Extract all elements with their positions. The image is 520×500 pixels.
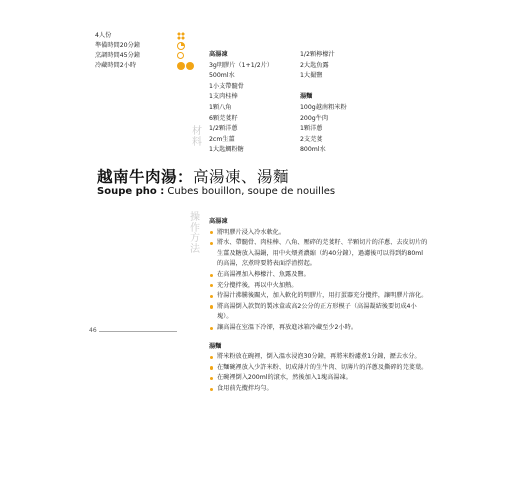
ingredient-item: 500ml水 xyxy=(209,72,235,80)
ingredient-item: 2大匙魚露 xyxy=(300,61,329,69)
meta-icons xyxy=(177,31,201,71)
ingredient-item: 2支芫荽 xyxy=(300,135,323,143)
step-item: 待湯汁沸騰後關火，加入軟化的明膠片，用打蛋器充分攪拌，讓明膠片溶化。 xyxy=(209,291,429,302)
title-cn-bold: 越南牛肉湯： xyxy=(97,168,194,186)
ingredient-item: 1小支帶髓骨 xyxy=(209,82,244,90)
ingredient-item: 100g越南粗米粉 xyxy=(300,103,347,111)
ingredient-item: 1顆洋蔥 xyxy=(300,125,323,133)
ingredient-item: 3g明膠片（1+1/2片） xyxy=(209,61,274,69)
title-french xyxy=(97,186,335,197)
title-cn-rest: 高湯凍、湯麵 xyxy=(193,168,290,186)
ingredients-col2 xyxy=(300,50,390,156)
steps-section1-heading: 高湯凍 xyxy=(209,218,228,225)
servings-icon xyxy=(177,31,201,41)
servings-text: 4人份 xyxy=(95,32,112,39)
step-item: 將高湯倒入款賀的製冰盒或高2公分的正方形模子（高湯凝結後要切成4小塊）。 xyxy=(209,302,429,323)
ingredient-item: 2cm生薑 xyxy=(209,135,235,143)
ingredient-item: 200g牛肉 xyxy=(300,114,329,122)
side-label-char: 操 xyxy=(190,212,200,223)
side-label-char: 作 xyxy=(190,222,200,234)
step-item: 在碗裡倒入200ml的滾水，然後加入1塊高湯凍。 xyxy=(209,373,429,384)
steps-side-label xyxy=(188,213,202,255)
side-label-char: 法 xyxy=(190,243,200,255)
ingredients-soup-heading: 湯麵 xyxy=(300,93,313,101)
title-fr-bold: Soupe pho : xyxy=(97,186,165,197)
ingredients-side-label xyxy=(190,127,204,148)
steps-section2-list xyxy=(209,352,429,394)
step-item: 將米粉放在碗裡，倒入溫水浸泡30分鐘，再將米粉濾煮1分鐘，瀝去水分。 xyxy=(209,352,429,363)
side-label-char: 材 xyxy=(192,126,202,137)
ingredients-jelly xyxy=(209,50,299,156)
cook-time-text: 烹調時間45分鐘 xyxy=(95,52,140,59)
page-divider xyxy=(99,331,177,332)
step-item: 讓高湯在室溫下冷卻，再放進冰箱冷藏至少2小時。 xyxy=(209,323,429,334)
page-number: 46 xyxy=(89,327,97,334)
step-item: 在高湯裡加入檸檬汁、魚露及鹽。 xyxy=(209,270,429,281)
prep-time-text: 準備時間20分鐘 xyxy=(95,42,140,49)
ingredient-item: 1大匙鯛粉糖 xyxy=(209,146,244,154)
steps-block xyxy=(209,217,429,403)
cook-time-icon xyxy=(177,51,201,61)
title-chinese xyxy=(97,165,289,187)
steps-section1-list xyxy=(209,228,429,334)
ingredient-item: 1/2顆檸檬汁 xyxy=(300,51,335,58)
ingredient-item: 1顆八角 xyxy=(209,103,232,111)
chill-time-text: 冷藏時間2小時 xyxy=(95,62,137,69)
side-label-char: 料 xyxy=(192,136,202,148)
ingredient-item: 1大撮鹽 xyxy=(300,72,323,80)
chill-time-icon xyxy=(177,61,201,71)
step-item: 食用前先攪拌均勻。 xyxy=(209,384,429,395)
step-item: 將水、帶髓骨、肉桂棒、八角、壓碎的芫荽籽、半顆切片的洋蔥、去皮切片的生薑及糖放入湯鍋，用中火煨煮濃縮（約40分鐘），過濾後可以得到約80ml的高湯，烹煮時要將表面浮渣撈起。 xyxy=(209,238,429,270)
recipe-meta xyxy=(95,31,140,71)
steps-section2-heading: 湯麵 xyxy=(209,342,222,350)
title-fr-rest: Cubes bouillon, soupe de nouilles xyxy=(164,186,336,197)
step-item: 將明膠片浸入冷水軟化。 xyxy=(209,228,429,239)
ingredient-item: 800ml水 xyxy=(300,146,326,154)
side-label-char: 方 xyxy=(190,233,200,244)
prep-time-icon xyxy=(177,41,201,51)
ingredient-item: 1/2顆洋蔥 xyxy=(209,125,238,133)
ingredient-item: 6顆芫荽籽 xyxy=(209,114,238,122)
ingredients-jelly-heading: 高湯凍 xyxy=(209,51,228,58)
step-item: 充分攪拌後，再以中火加熱。 xyxy=(209,281,429,292)
step-item: 在麵碗裡放入少許米粉、切成薄片的生牛肉、切薄片的洋蔥及撕碎的芫荽葉。 xyxy=(209,363,429,374)
ingredient-item: 1支肉桂棒 xyxy=(209,93,238,101)
